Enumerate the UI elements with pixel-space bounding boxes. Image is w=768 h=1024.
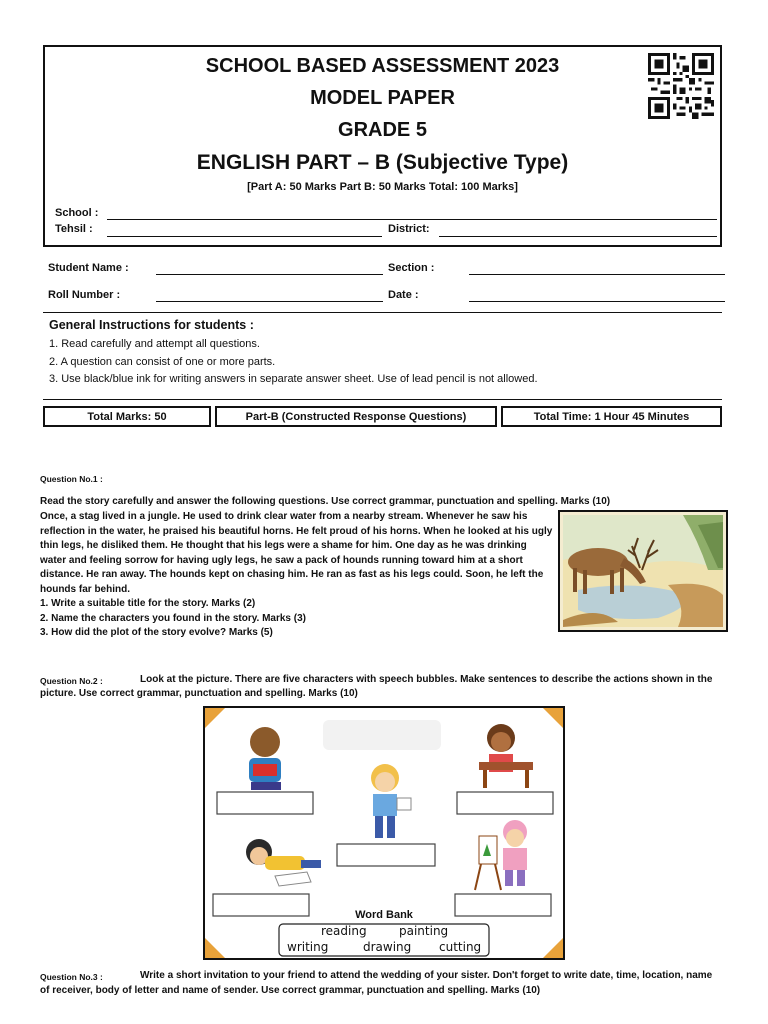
question-2-label: Question No.2 : [40, 676, 103, 686]
instruction-item: 1. Read carefully and attempt all questions. [49, 338, 260, 350]
total-marks-cell: Total Marks: 50 [43, 406, 211, 427]
header-box [43, 45, 722, 247]
marks-bar [43, 406, 722, 427]
roll-number-field[interactable] [156, 301, 383, 302]
stag-drinking-picture [558, 510, 728, 632]
story-line: thin legs, he disliked them. He thought that his legs were a shame for him. One day as he was drinking [40, 540, 527, 551]
story-line: reflection in the water, he praised his beautiful horns. He felt proud of his horns. When he looked at his ugly [40, 526, 553, 537]
question-3-label: Question No.3 : [40, 972, 103, 982]
section-label: Section : [388, 262, 435, 274]
instruction-item: 2. A question can consist of one or more parts. [49, 356, 276, 368]
total-time-cell: Total Time: 1 Hour 45 Minutes [501, 406, 722, 427]
word-bank-word: reading [321, 924, 367, 938]
school-field[interactable] [107, 219, 717, 220]
part-cell: Part-B (Constructed Response Questions) [215, 406, 497, 427]
divider [43, 399, 722, 400]
school-label: School : [55, 207, 99, 219]
roll-number-label: Roll Number : [48, 289, 121, 301]
word-bank-word: painting [399, 924, 449, 938]
question-2-line1: Look at the picture. There are five characters with speech bubbles. Make sentences to describe the actions shown in the [140, 674, 713, 685]
characters-picture [203, 706, 565, 960]
paper-type: MODEL PAPER [310, 87, 455, 109]
date-label: Date : [388, 289, 419, 301]
instructions-title: General Instructions for students : [49, 318, 254, 332]
district-label: District: [388, 223, 430, 235]
word-bank-word: drawing [363, 940, 412, 954]
question-3-line2: of receiver, body of letter and name of sender. Use correct grammar, punctuation and spelling. Marks (10) [40, 985, 541, 996]
grade: GRADE 5 [338, 119, 427, 141]
question-3-line1: Write a short invitation to your friend to attend the wedding of your sister. Don't forget to write date, time, location, name [140, 970, 713, 981]
divider [43, 312, 722, 313]
story-line: distance. He ran away. The hounds kept on chasing him. He ran as fast as his legs could. Soon, he left the [40, 569, 544, 580]
instruction-item: 3. Use black/blue ink for writing answers in separate answer sheet. Use of lead pencil is not allowed. [49, 373, 538, 385]
word-bank-word: cutting [439, 940, 482, 954]
exam-title: SCHOOL BASED ASSESSMENT 2023 [205, 55, 560, 77]
story-question: 1. Write a suitable title for the story. Marks (2) [40, 598, 256, 609]
subject-title: ENGLISH PART – B (Subjective Type) [196, 151, 569, 174]
question-2-line2: picture. Use correct grammar, punctuation and spelling. Marks (10) [40, 688, 358, 699]
word-bank-word: writing [287, 940, 329, 954]
question-1-intro: Read the story carefully and answer the following questions. Use correct grammar, punctuation and spelling. Marks (10) [40, 496, 611, 507]
story-question: 2. Name the characters you found in the story. Marks (3) [40, 613, 306, 624]
student-name-label: Student Name : [48, 262, 129, 274]
section-field[interactable] [469, 274, 725, 275]
word-bank-title: Word Bank [355, 909, 413, 921]
story-line: hounds far behind. [40, 584, 130, 595]
story-line: water and feeling sorrow for having ugly legs, he saw a pack of hounds running toward him at a short [40, 555, 523, 566]
question-1-label: Question No.1 : [40, 474, 103, 484]
qr-code-icon [648, 53, 714, 119]
tehsil-label: Tehsil : [55, 223, 93, 235]
tehsil-field[interactable] [107, 236, 382, 237]
marks-summary: [Part A: 50 Marks Part B: 50 Marks Total: 100 Marks] [247, 181, 518, 193]
story-line: Once, a stag lived in a jungle. He used to drink clear water from a nearby stream. Whenever he saw his [40, 511, 528, 522]
student-name-field[interactable] [156, 274, 383, 275]
district-field[interactable] [439, 236, 717, 237]
story-question: 3. How did the plot of the story evolve? Marks (5) [40, 627, 273, 638]
date-field[interactable] [469, 301, 725, 302]
